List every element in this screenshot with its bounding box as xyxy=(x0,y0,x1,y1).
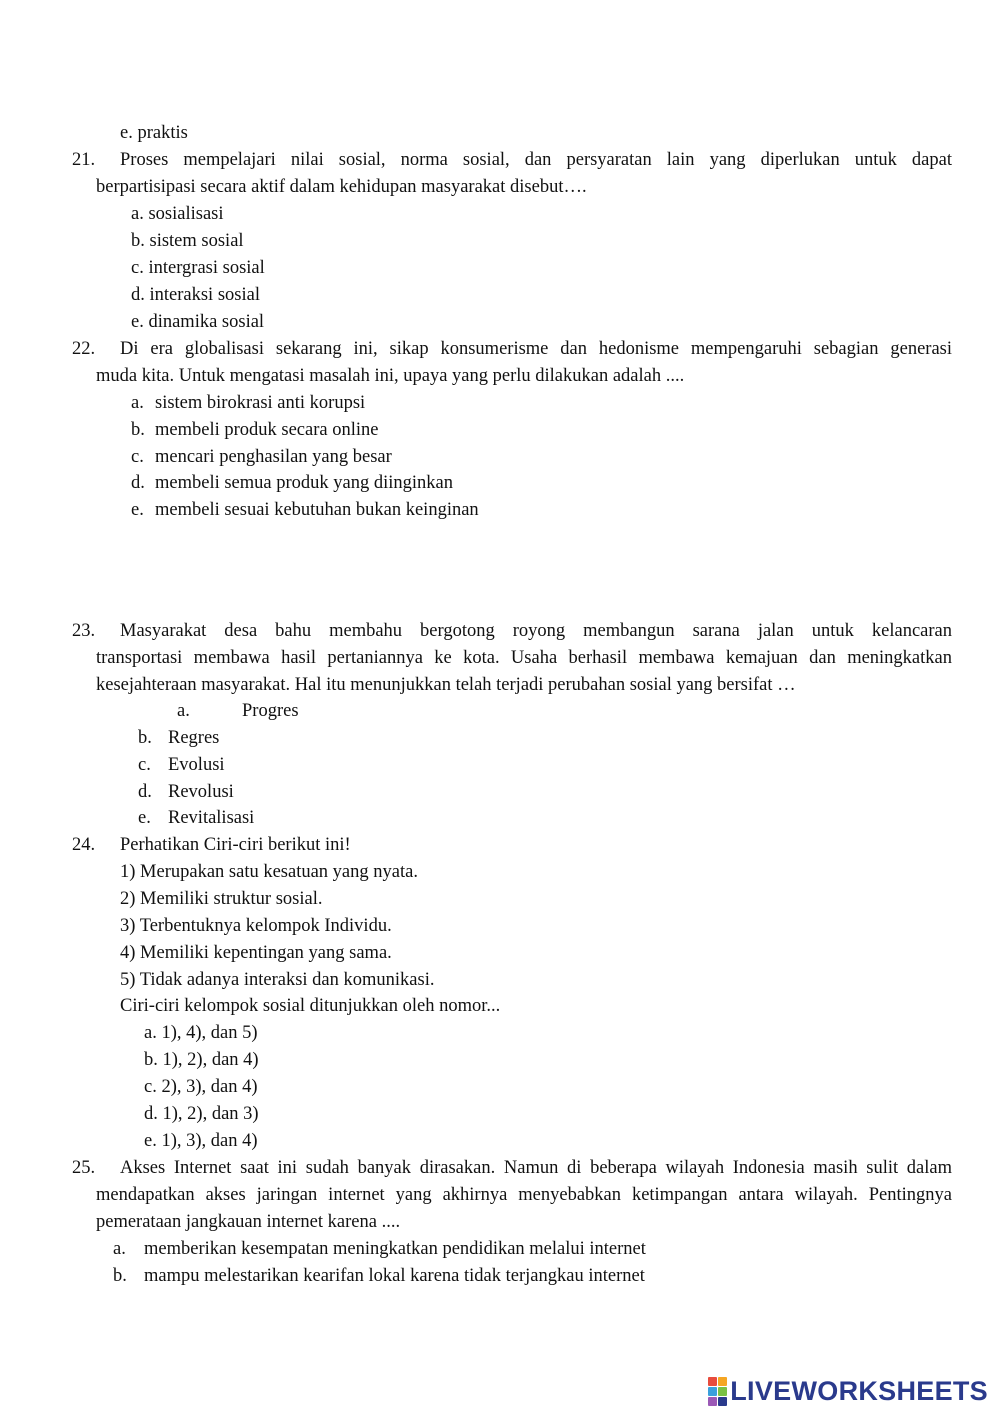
logo-square-4 xyxy=(718,1387,727,1396)
q22-option-e-text: membeli sesuai kebutuhan bukan keinginan xyxy=(155,500,479,520)
q23-option-c-text: Evolusi xyxy=(168,755,225,775)
q21-text-line2: berpartisipasi secara aktif dalam kehidupan masyarakat disebut…. xyxy=(96,177,587,197)
q24-option-b: b. 1), 2), dan 4) xyxy=(144,1050,259,1070)
q23-text-line1: Masyarakat desa bahu membahu bergotong royong membangun sarana jalan untuk kelancaran xyxy=(120,621,952,641)
q24-prompt: Ciri-ciri kelompok sosial ditunjukkan oleh nomor... xyxy=(120,996,501,1016)
q25-text-line3: pemerataan jangkauan internet karena .... xyxy=(96,1212,401,1232)
q25-option-a-text: memberikan kesempatan meningkatkan pendidikan melalui internet xyxy=(144,1239,646,1259)
q23-option-d-letter: d. xyxy=(138,782,152,802)
q24-option-a: a. 1), 4), dan 5) xyxy=(144,1023,258,1043)
q25-option-b-letter: b. xyxy=(113,1266,127,1286)
q21-option-a: a. sosialisasi xyxy=(131,204,224,224)
q23-option-b-text: Regres xyxy=(168,728,220,748)
q25-number: 25. xyxy=(72,1158,96,1178)
q22-option-c-text: mencari penghasilan yang besar xyxy=(155,447,392,467)
q22-option-a-letter: a. xyxy=(131,393,144,413)
q23-option-e-letter: e. xyxy=(138,808,151,828)
q24-item-2: 2) Memiliki struktur sosial. xyxy=(120,889,323,909)
logo-square-6 xyxy=(718,1397,727,1406)
q23-option-a-text: Progres xyxy=(242,701,299,721)
q22-option-b-letter: b. xyxy=(131,420,145,440)
q25-text-line2: mendapatkan akses jaringan internet yang akhirnya menyebabkan ketimpangan antara wilayah. Pentingnya xyxy=(96,1185,952,1205)
liveworksheets-logo xyxy=(708,1376,988,1406)
liveworksheets-logo-icon xyxy=(708,1377,727,1406)
liveworksheets-brand: LIVEWORKSHEETS xyxy=(730,1375,988,1406)
q24-option-e: e. 1), 3), dan 4) xyxy=(144,1131,258,1151)
q21-number: 21. xyxy=(72,150,96,170)
q23-text-line3: kesejahteraan masyarakat. Hal itu menunjukkan telah terjadi perubahan sosial yang bersifat … xyxy=(96,675,796,695)
logo-square-3 xyxy=(708,1387,717,1396)
q23-option-a-letter: a. xyxy=(177,701,190,721)
q21-option-c: c. intergrasi sosial xyxy=(131,258,265,278)
q22-text-line2: muda kita. Untuk mengatasi masalah ini, upaya yang perlu dilakukan adalah .... xyxy=(96,366,685,386)
q24-option-d: d. 1), 2), dan 3) xyxy=(144,1104,259,1124)
q21-text-line1: Proses mempelajari nilai sosial, norma sosial, dan persyaratan lain yang diperlukan untuk dapat xyxy=(120,150,952,170)
logo-square-5 xyxy=(708,1397,717,1406)
q23-option-b-letter: b. xyxy=(138,728,152,748)
q22-text-line1: Di era globalisasi sekarang ini, sikap konsumerisme dan hedonisme mempengaruhi sebagian generasi xyxy=(120,339,952,359)
q25-option-b-text: mampu melestarikan kearifan lokal karena tidak terjangkau internet xyxy=(144,1266,645,1286)
q21-option-d: d. interaksi sosial xyxy=(131,285,260,305)
q24-option-c: c. 2), 3), dan 4) xyxy=(144,1077,258,1097)
q21-option-e: e. dinamika sosial xyxy=(131,312,265,332)
q20-option-e: e. praktis xyxy=(120,123,188,143)
q25-option-a-letter: a. xyxy=(113,1239,126,1259)
q24-item-1: 1) Merupakan satu kesatuan yang nyata. xyxy=(120,862,418,882)
q22-option-c-letter: c. xyxy=(131,447,144,467)
q22-option-d-text: membeli semua produk yang diinginkan xyxy=(155,473,453,493)
q24-item-3: 3) Terbentuknya kelompok Individu. xyxy=(120,916,392,936)
q23-option-e-text: Revitalisasi xyxy=(168,808,255,828)
q23-option-c-letter: c. xyxy=(138,755,151,775)
q21-option-b: b. sistem sosial xyxy=(131,231,244,251)
q22-option-a-text: sistem birokrasi anti korupsi xyxy=(155,393,366,413)
q24-number: 24. xyxy=(72,835,96,855)
logo-square-1 xyxy=(708,1377,717,1386)
q24-item-5: 5) Tidak adanya interaksi dan komunikasi. xyxy=(120,970,435,990)
q23-option-d-text: Revolusi xyxy=(168,782,234,802)
q23-text-line2: transportasi membawa hasil pertaniannya ke kota. Usaha berhasil membawa kemajuan dan meningkatkan xyxy=(96,648,952,668)
q22-option-b-text: membeli produk secara online xyxy=(155,420,379,440)
q22-option-d-letter: d. xyxy=(131,473,145,493)
q24-text-line1: Perhatikan Ciri-ciri berikut ini! xyxy=(120,835,351,855)
q22-number: 22. xyxy=(72,339,96,359)
q23-number: 23. xyxy=(72,621,96,641)
q24-item-4: 4) Memiliki kepentingan yang sama. xyxy=(120,943,392,963)
q22-option-e-letter: e. xyxy=(131,500,144,520)
logo-square-2 xyxy=(718,1377,727,1386)
q25-text-line1: Akses Internet saat ini sudah banyak dirasakan. Namun di beberapa wilayah Indonesia masih sulit dalam xyxy=(120,1158,952,1178)
